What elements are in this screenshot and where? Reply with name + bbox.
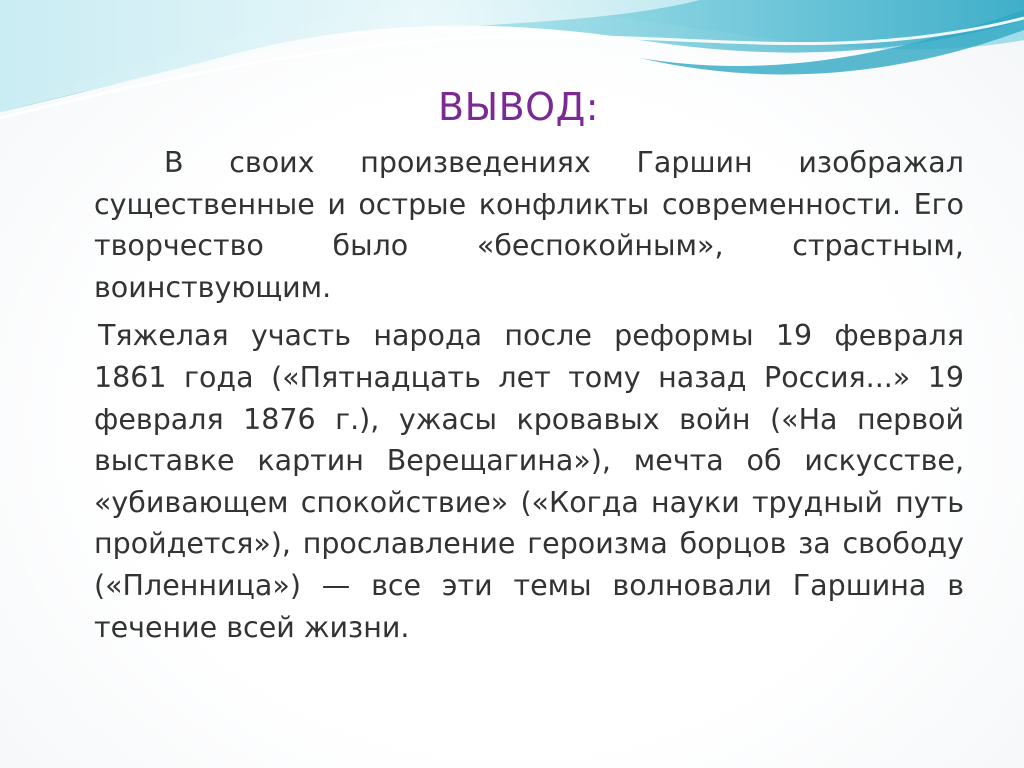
slide-content [94, 82, 964, 648]
slide-title: ВЫВОД: [438, 85, 600, 129]
conclusion-paragraph-2: Тяжелая участь народа после реформы 19 февраля 1861 года («Пятнадцать лет тому назад Россия...» 19 февраля 1876 г.), ужасы кровавых войн («На первой выставке картин Верещагина»), мечта об искусстве, «убивающем спокойствие» («Когда науки трудный путь пройдется»), прославление героизма борцов за свободу («Пленница») — все эти темы волновали Гаршина в течение всей жизни. [94, 319, 964, 644]
conclusion-paragraph-1: В своих произведениях Гаршин изображал существенные и острые конфликты современности. Его творчество было «беспокойным», страстным, воинствующим. [94, 146, 964, 304]
